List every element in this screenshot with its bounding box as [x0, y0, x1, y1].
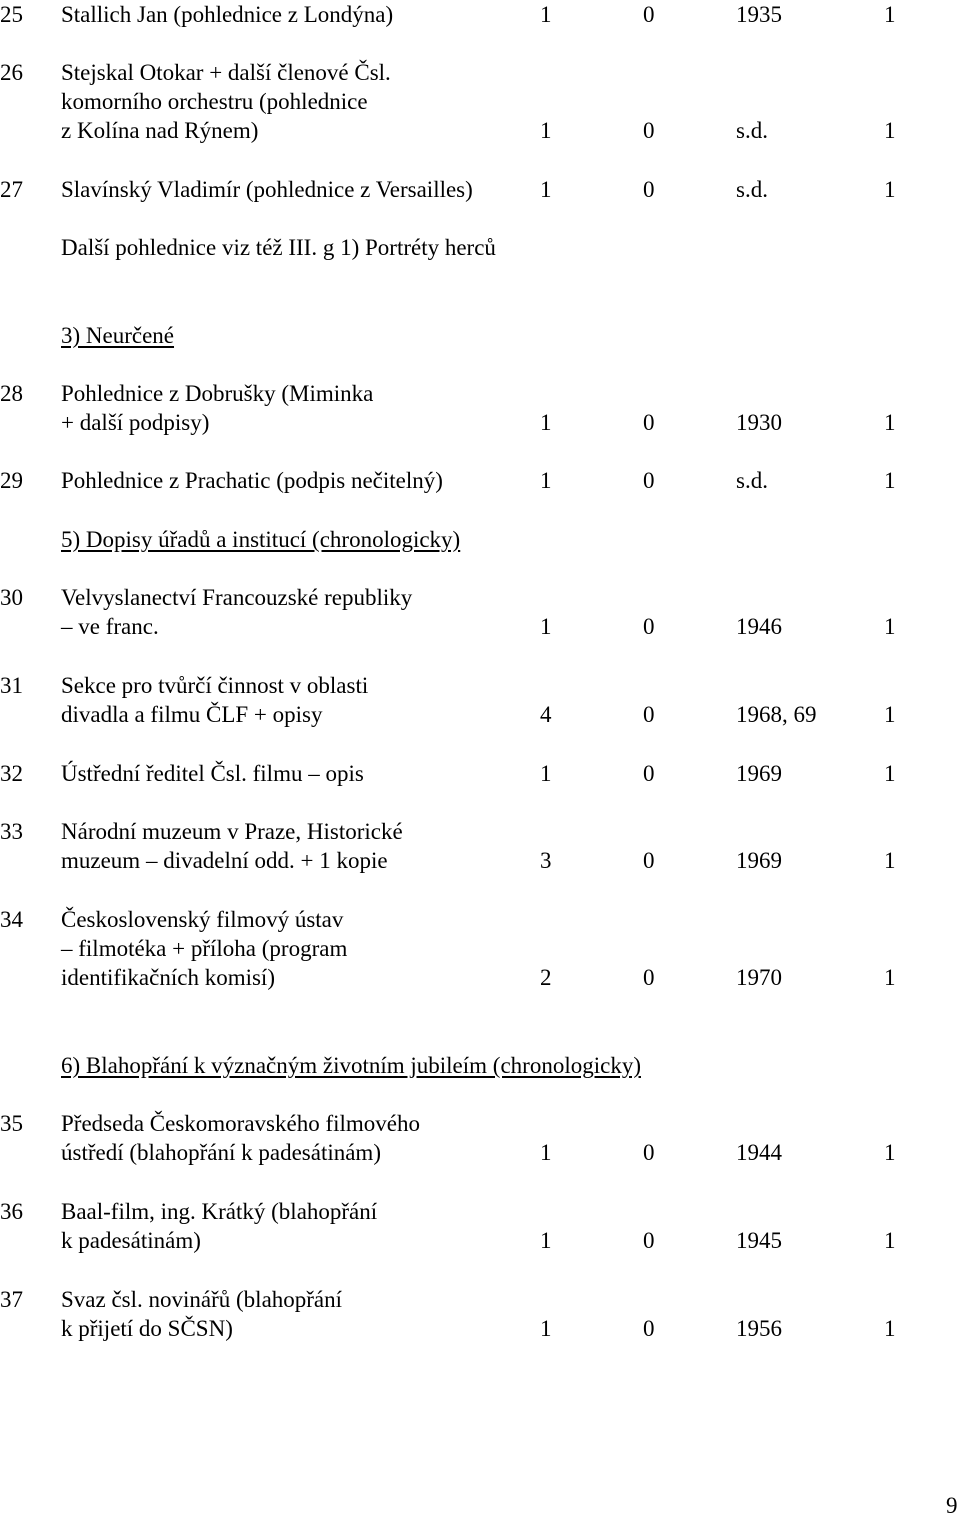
entry-year: 1944: [736, 1140, 782, 1165]
entry-year: 1956: [736, 1316, 782, 1341]
entry-description-line: – filmotéka + příloha (program: [61, 936, 348, 961]
entry-year: s.d.: [736, 118, 768, 143]
entry-quantity: 1: [540, 118, 552, 143]
entry-count: 1: [884, 2, 896, 27]
entry-number: 26: [0, 60, 23, 85]
entry-description-line: Československý filmový ústav: [61, 907, 344, 932]
entry-description-line: k přijetí do SČSN): [61, 1316, 233, 1341]
entry-zero: 0: [643, 410, 655, 435]
entry-zero: 0: [643, 614, 655, 639]
entry-zero: 0: [643, 1316, 655, 1341]
entry-description-line: ústředí (blahopřání k padesátinám): [61, 1140, 381, 1165]
entry-row: [0, 0, 960, 29]
entry-row: [0, 759, 960, 788]
entry-description-line: Národní muzeum v Praze, Historické: [61, 819, 403, 844]
entry-description-line: k padesátinám): [61, 1228, 201, 1253]
entry-zero: 0: [643, 1228, 655, 1253]
entry-year: 1968, 69: [736, 702, 817, 727]
entry-number: 33: [0, 819, 23, 844]
entry-year: 1969: [736, 761, 782, 786]
entry-number: 36: [0, 1199, 23, 1224]
entry-quantity: 2: [540, 965, 552, 990]
entry-row: [0, 671, 960, 729]
entry-count: 1: [884, 410, 896, 435]
section-heading-6: 6) Blahopřání k význačným životním jubileím (chronologicky): [61, 1053, 641, 1078]
entry-description-line: Sekce pro tvůrčí činnost v oblasti: [61, 673, 369, 698]
entry-year: 1970: [736, 965, 782, 990]
entry-zero: 0: [643, 848, 655, 873]
entry-count: 1: [884, 177, 896, 202]
entry-count: 1: [884, 118, 896, 143]
entry-description-line: komorního orchestru (pohlednice: [61, 89, 368, 114]
entry-count: 1: [884, 848, 896, 873]
entry-number: 37: [0, 1287, 23, 1312]
entry-count: 1: [884, 1228, 896, 1253]
entry-description-line: Svaz čsl. novinářů (blahopřání: [61, 1287, 343, 1312]
entry-count: 1: [884, 1316, 896, 1341]
entry-quantity: 1: [540, 1140, 552, 1165]
entry-row: [0, 466, 960, 495]
entry-description-line: divadla a filmu ČLF + opisy: [61, 702, 323, 727]
entry-description: Slavínský Vladimír (pohlednice z Versailles): [61, 177, 473, 202]
entry-row: [0, 175, 960, 204]
entry-description-line: Předseda Českomoravského filmového: [61, 1111, 420, 1136]
entry-quantity: 4: [540, 702, 552, 727]
entry-description-line: Velvyslanectví Francouzské republiky: [61, 585, 413, 610]
entry-zero: 0: [643, 118, 655, 143]
entry-count: 1: [884, 614, 896, 639]
entry-description-line: – ve franc.: [61, 614, 159, 639]
entry-number: 25: [0, 2, 23, 27]
entry-zero: 0: [643, 2, 655, 27]
entry-description: Pohlednice z Prachatic (podpis nečitelný): [61, 468, 443, 493]
entry-quantity: 1: [540, 1316, 552, 1341]
entry-zero: 0: [643, 1140, 655, 1165]
entry-zero: 0: [643, 761, 655, 786]
entry-number: 34: [0, 907, 23, 932]
entry-description-line: Baal-film, ing. Krátký (blahopřání: [61, 1199, 378, 1224]
entry-row: [0, 1285, 960, 1343]
entry-quantity: 3: [540, 848, 552, 873]
entry-quantity: 1: [540, 410, 552, 435]
entry-number: 28: [0, 381, 23, 406]
page-number: 9: [946, 1493, 958, 1518]
entry-count: 1: [884, 702, 896, 727]
entry-number: 29: [0, 468, 23, 493]
entry-quantity: 1: [540, 177, 552, 202]
entry-year: 1945: [736, 1228, 782, 1253]
entry-description-line: Pohlednice z Dobrušky (Miminka: [61, 381, 374, 406]
entry-description-line: + další podpisy): [61, 410, 210, 435]
entry-description-line: Stejskal Otokar + další členové Čsl.: [61, 60, 391, 85]
entry-year: 1930: [736, 410, 782, 435]
entry-description-line: identifikačních komisí): [61, 965, 275, 990]
entry-number: 35: [0, 1111, 23, 1136]
entry-row: [0, 583, 960, 641]
entry-row: [0, 379, 960, 437]
entry-row: [0, 58, 960, 145]
entry-year: s.d.: [736, 177, 768, 202]
entry-description: Ústřední ředitel Čsl. filmu – opis: [61, 761, 364, 786]
entry-count: 1: [884, 468, 896, 493]
entry-quantity: 1: [540, 761, 552, 786]
entry-description: Stallich Jan (pohlednice z Londýna): [61, 2, 394, 27]
entry-quantity: 1: [540, 2, 552, 27]
entry-row: [0, 817, 960, 875]
entry-zero: 0: [643, 702, 655, 727]
entry-row: [0, 1109, 960, 1167]
entry-row: [0, 905, 960, 992]
entry-quantity: 1: [540, 468, 552, 493]
entry-number: 31: [0, 673, 23, 698]
entry-description-line: muzeum – divadelní odd. + 1 kopie: [61, 848, 388, 873]
entry-count: 1: [884, 1140, 896, 1165]
entry-year: 1935: [736, 2, 782, 27]
entry-zero: 0: [643, 177, 655, 202]
entry-year: 1946: [736, 614, 782, 639]
entry-zero: 0: [643, 965, 655, 990]
entry-year: s.d.: [736, 468, 768, 493]
entry-count: 1: [884, 965, 896, 990]
entry-year: 1969: [736, 848, 782, 873]
section-heading-3: 3) Neurčené: [61, 323, 175, 348]
entry-quantity: 1: [540, 1228, 552, 1253]
entry-description-line: z Kolína nad Rýnem): [61, 118, 259, 143]
entry-number: 30: [0, 585, 23, 610]
see-also-note: Další pohlednice viz též III. g 1) Portréty herců: [61, 235, 496, 260]
entry-quantity: 1: [540, 614, 552, 639]
entry-row: [0, 1197, 960, 1255]
entry-number: 27: [0, 177, 23, 202]
section-heading-5: 5) Dopisy úřadů a institucí (chronologicky): [61, 527, 461, 552]
entry-number: 32: [0, 761, 23, 786]
entry-count: 1: [884, 761, 896, 786]
entry-zero: 0: [643, 468, 655, 493]
